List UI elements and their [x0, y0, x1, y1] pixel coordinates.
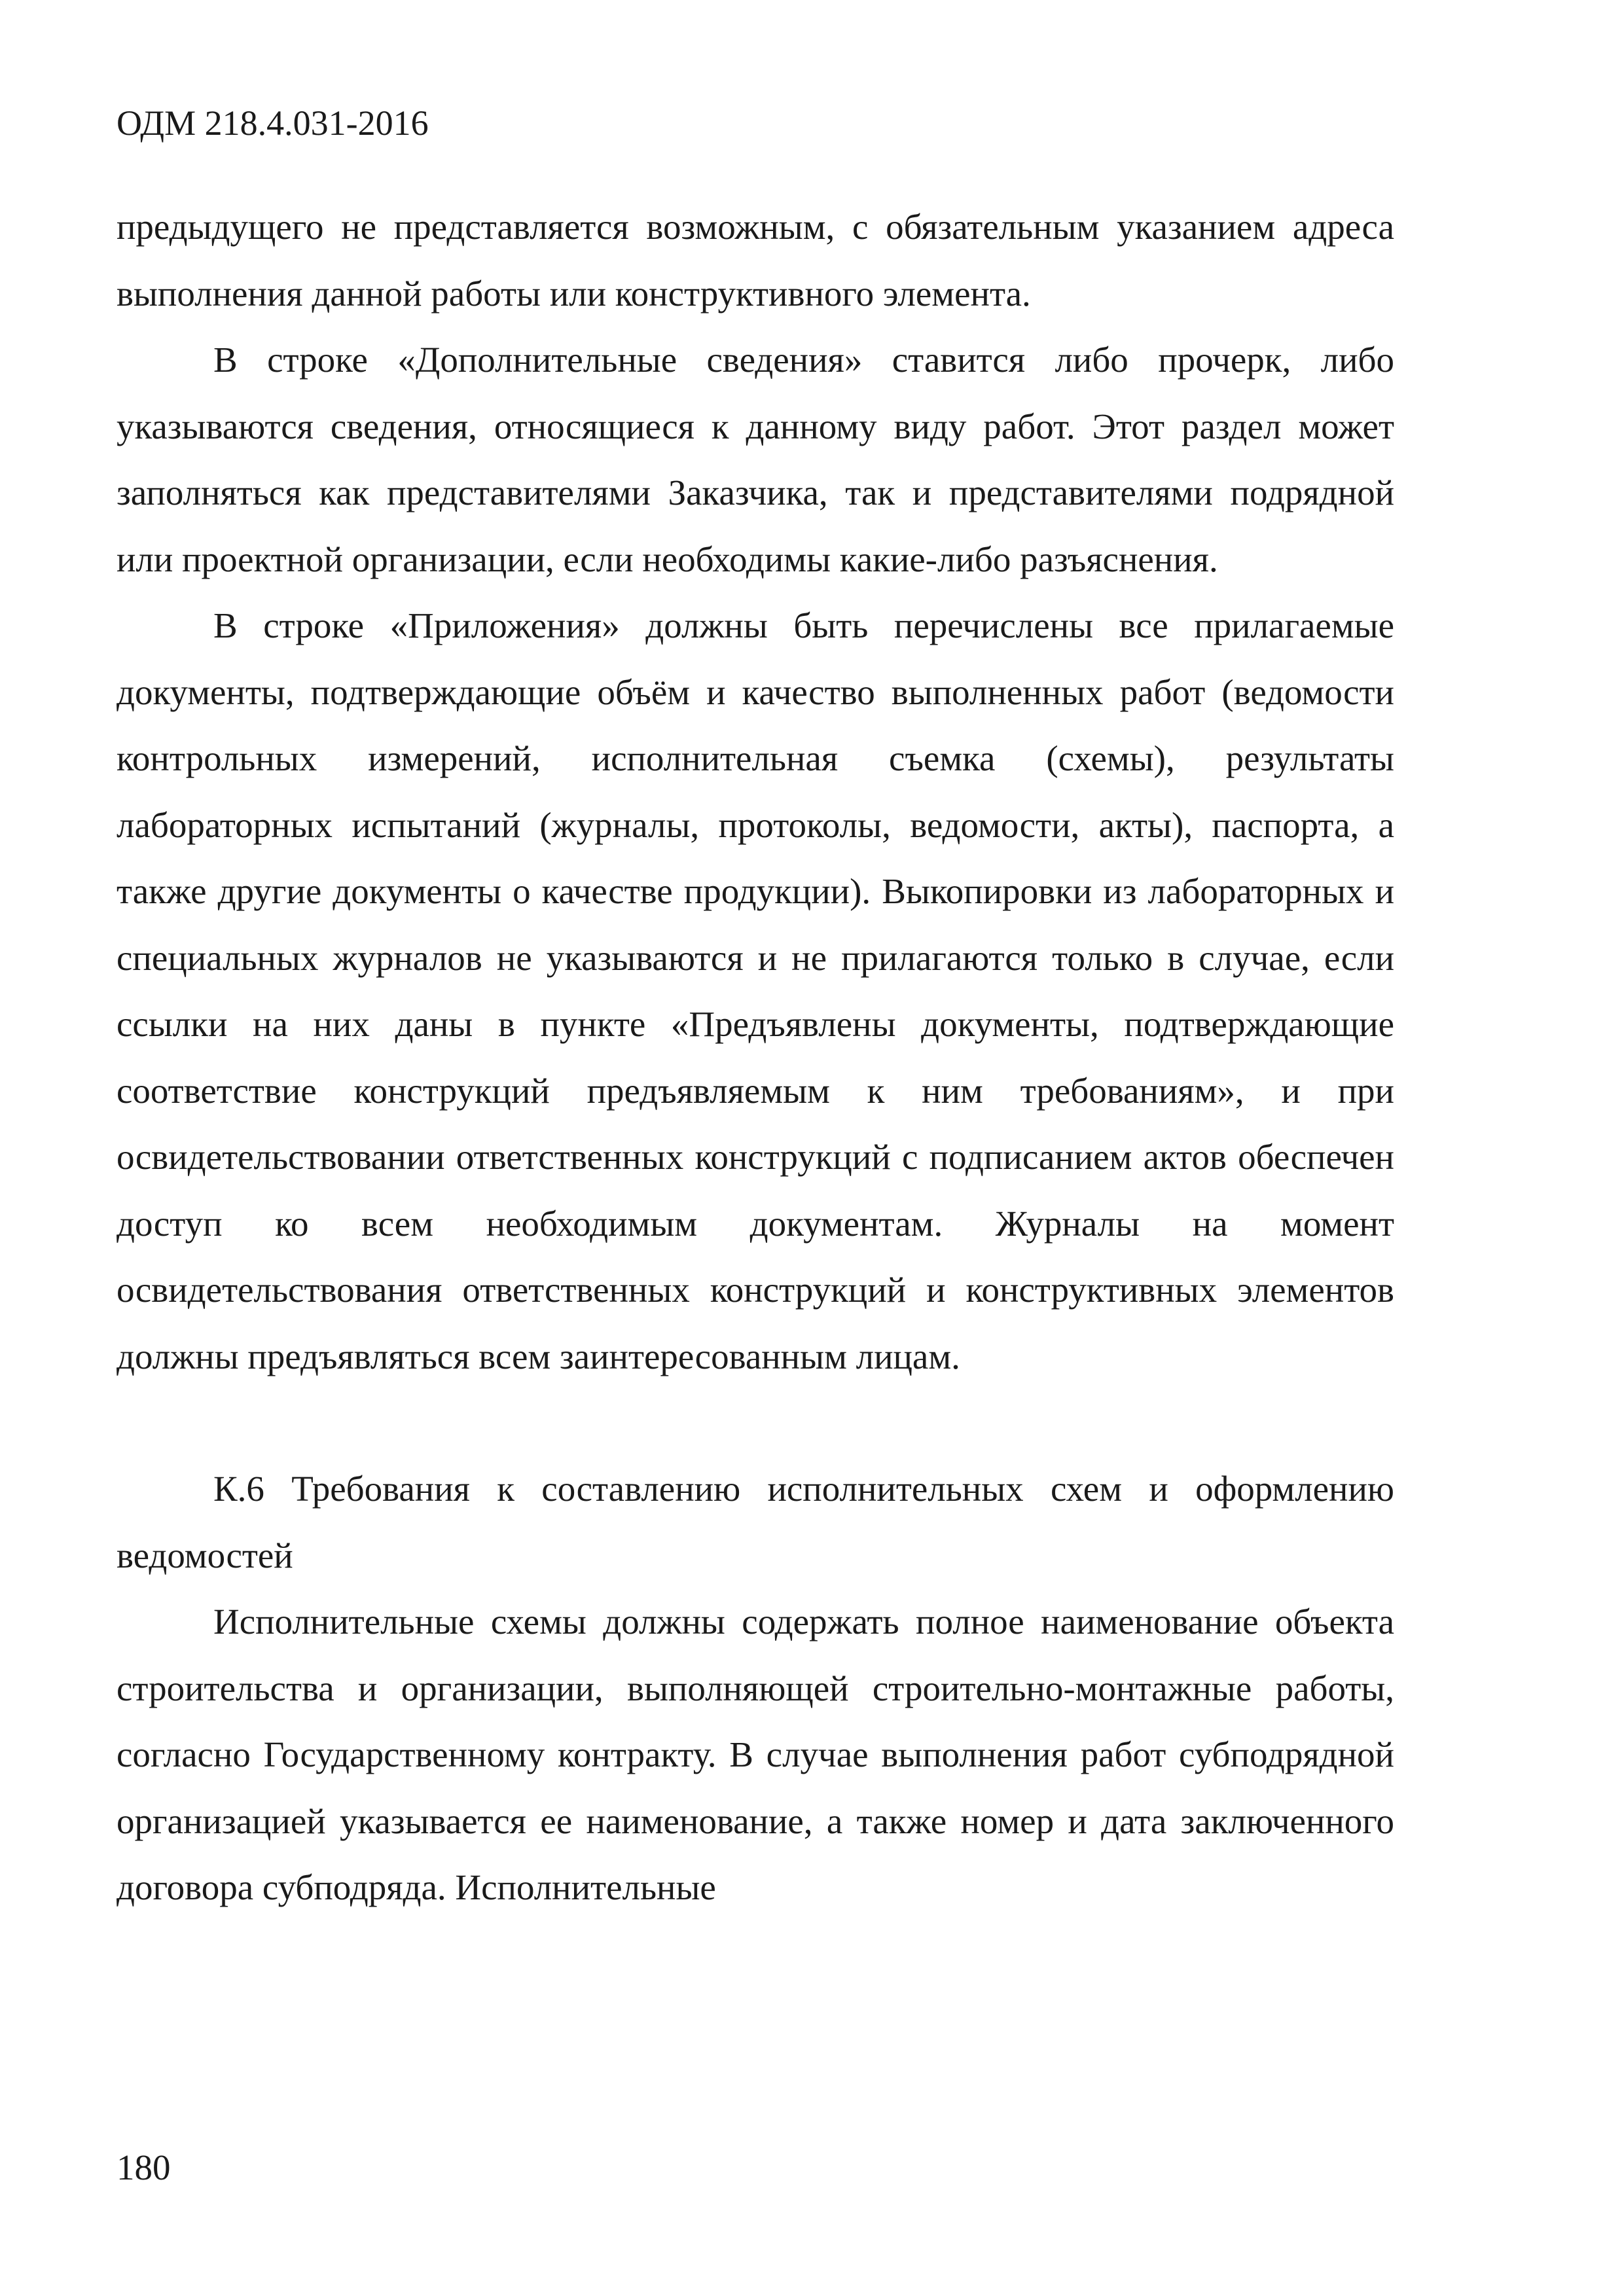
- paragraph-additional-info: В строке «Дополнительные сведения» ставится либо прочерк, либо указываются сведения, относящиеся к данному виду работ. Этот раздел может заполняться как представителями Заказчика, так и представителями подрядной или проектной организации, если необходимы какие-либо разъяснения.: [117, 340, 1394, 579]
- section-heading: К.6 Требования к составлению исполнительных схем и оформлению ведомостей: [117, 1469, 1394, 1575]
- paragraph-continuation: предыдущего не представляется возможным, с обязательным указанием адреса выполнения данной работы или конструктивного элемента.: [117, 207, 1394, 314]
- paragraph-attachments: В строке «Приложения» должны быть перечислены все прилагаемые документы, подтверждающие объём и качество выполненных работ (ведомости контрольных измерений, исполнительная съемка (схемы), результаты лабораторных испытаний (журналы, протоколы, ведомости, акты), паспорта, а также другие документы о качестве продукции). Выкопировки из лабораторных и специальных журналов не указываются и не прилагаются только в случае, если ссылки на них даны в пункте «Предъявлены документы, подтверждающие соответствие конструкций предъявляемым к ним требованиям», и при освидетельствовании ответственных конструкций с подписанием актов обеспечен доступ ко всем необходимым документам. Журналы на момент освидетельствования ответственных конструкций и конструктивных элементов должны предъявляться всем заинтересованным лицам.: [117, 605, 1394, 1376]
- body-text: [117, 194, 1394, 1921]
- document-code-header: ОДМ 218.4.031-2016: [117, 103, 429, 143]
- page-number: 180: [117, 2147, 171, 2187]
- paragraph-executive-schemes: Исполнительные схемы должны содержать полное наименование объекта строительства и организации, выполняющей строительно-монтажные работы, согласно Государственному контракту. В случае выполнения работ субподрядной организацией указывается ее наименование, а также номер и дата заключенного договора субподряда. Исполнительные: [117, 1602, 1394, 1907]
